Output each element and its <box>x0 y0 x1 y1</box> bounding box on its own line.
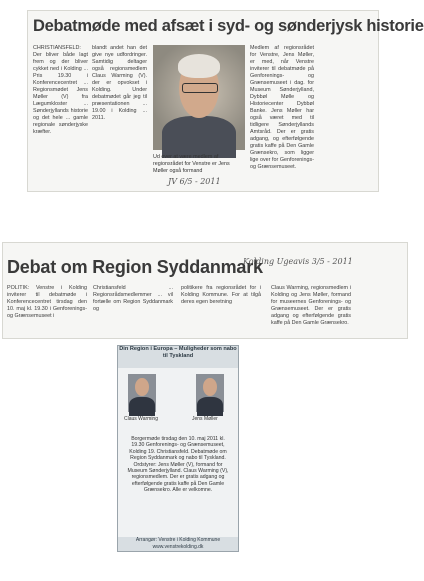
handwritten-source-note: Kolding Ugeavis 3/5 - 2011 <box>243 257 353 266</box>
clipping1-photo-caption: Ud over at være medlem af regionsrådet for Venstre er Jens Møller også formand <box>153 154 230 174</box>
clipping1-column-3: Medlem af regionsrådet for Venstre, Jens Møller, er med, når Venstre inviterer til debatmøde på Genforenings- og Grænsemuseet i dag. for Museum Sønderjylland, Dybbøl Mølle og Historiecenter Dybbøl Banke. Jens Møller har også været med til tidligere Sønderjyllands Amtsråd. Der er gratis adgang, og efterfølgende gratis kaffe på Den Gamle Grænsekro, som ligger lige over for Genforenings- og Grænsemuseet. <box>250 45 314 170</box>
clipping-region-syddanmark <box>2 242 408 339</box>
ad-name-2: Jens Møller <box>192 416 218 422</box>
handwritten-date-note: JV 6/5 - 2011 <box>168 177 221 186</box>
ad-photo-claus-warming <box>128 374 156 412</box>
ad-footer: Arrangør: Venstre i Kolding Kommune www.venstrekolding.dk <box>118 537 238 551</box>
ad-header: Din Region i Europa – Muligheder som nabo til Tyskland <box>118 346 238 368</box>
clipping2-column-3: politikere fra regionsrådet for i Kolding Kommune. For at tilgå deres egen beretning <box>181 285 261 305</box>
advertisement-borgermoede <box>117 345 239 552</box>
clipping1-column-2: blandt andet han det give nye udfordringer. Samtidig deltager også regionsmedlem Claus Warming (V). der er opvokset i Kolding. Under debatmødet går jeg til præsentationen ... 19.00 i Kolding ... 2011. <box>92 45 147 121</box>
ad-name-1: Claus Warming <box>124 416 158 422</box>
clipping2-column-1: POLITIK: Venstre i Kolding inviterer til debatmøde i Konferencecentret tirsdag den 10. maj kl. 19.30 i Genforenings- og Grænsemuseet i <box>7 285 87 319</box>
clipping-debatmoede <box>27 10 424 192</box>
clipping1-column-1: CHRISTIANSFELD: Der bliver både lagt frem og der bliver cykket ned i Kolding ... Pris 19.30 i Konferencecentret ... Regionsmødet Jens Møller (V) fra Lægumkloster ... Sønderjyllands historie og det hele ... gamle regionale sønderjyske kræfter. <box>33 45 88 135</box>
clipping2-headline: Debat om Region Syddanmark <box>7 257 263 277</box>
clipping2-column-4: Claus Warming, regionsmedlem i Kolding og Jens Møller, formand for museernes Genforenings- og Grænsemuseet. Der er gratis adgang og efterfølgende gratis kaffe på Den Gamle Grænsekro. <box>271 285 351 326</box>
ad-photo-jens-moeller <box>196 374 224 412</box>
clipping2-column-2: Christiansfeld ... Regionsrådsmedlemmer ... vil fortælle om Region Syddanmark og <box>93 285 173 312</box>
ad-body-text: Borgermøde tirsdag den 10. maj 2011 kl. 19.30 Genforenings- og Grænsemuseet, Kolding 19. Christiansfeld. Debatmøde om Region Syddanmark og nabo til Tyskland. Ordstyrer: Jens Møller (V), formand for Museum Sønderjylland. Claus Warming (V), regionsmedlem. Der er gratis adgang og efterfølgende gratis kaffe på Den Gamle Grænsekro. Alle er velkomne. <box>127 436 229 494</box>
portrait-photo-jens-moeller <box>153 45 245 150</box>
clipping1-headline: Debatmøde med afsæt i syd- og sønderjysk historie <box>33 17 424 35</box>
